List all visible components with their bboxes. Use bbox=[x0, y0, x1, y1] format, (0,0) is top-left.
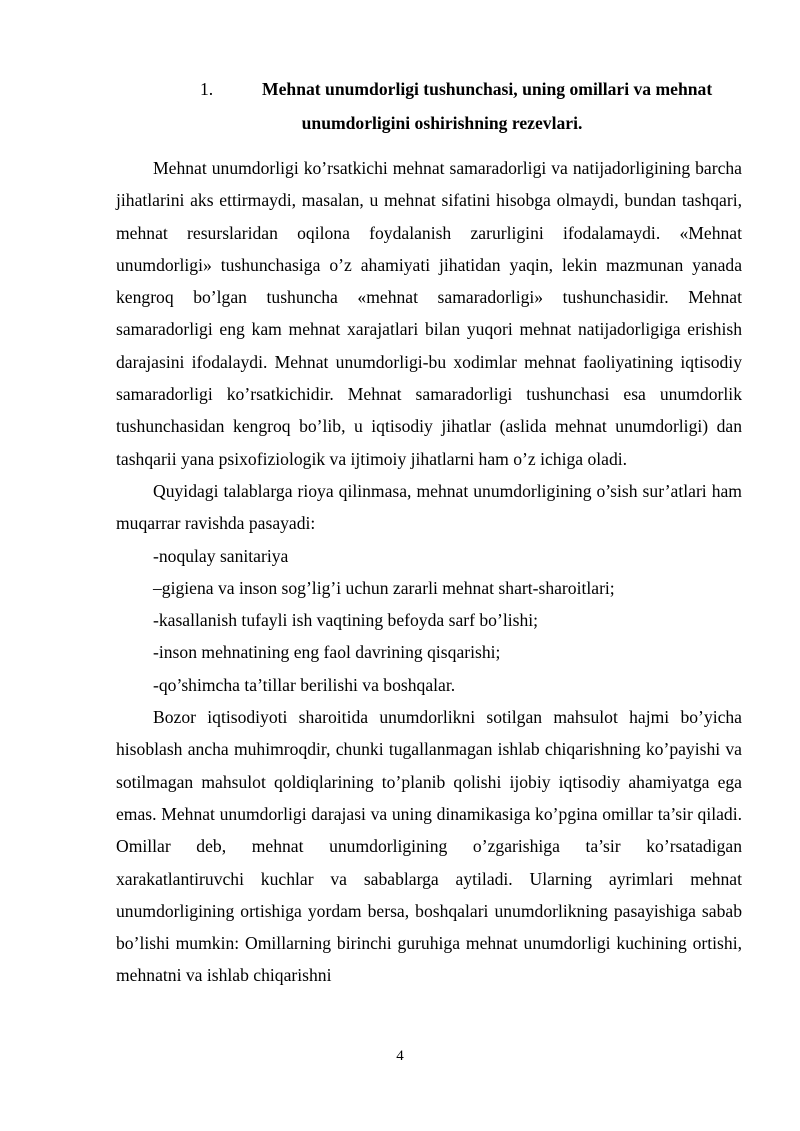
list-item: –gigiena va inson sog’lig’i uchun zararli mehnat shart-sharoitlari; bbox=[153, 577, 615, 598]
page-number: 4 bbox=[396, 1048, 404, 1064]
list-item: -qo’shimcha ta’tillar berilishi va boshqalar. bbox=[153, 674, 456, 695]
section-title-line-2: unumdorligini oshirishning rezevlari. bbox=[301, 113, 583, 133]
list-item: -noqulay sanitariya bbox=[153, 545, 289, 566]
document-page bbox=[116, 72, 742, 992]
list-item: -inson mehnatining eng faol davrining qisqarishi; bbox=[153, 642, 501, 663]
paragraph-3: Bozor iqtisodiyoti sharoitida unumdorlikni sotilgan mahsulot hajmi bo’yicha hisoblash ancha muhimroqdir, chunki tugallanmagan ishlab chiqarishning ko’payishi va sotilmagan mahsulot qoldiqlarining to’planib qolishi ijobiy iqtisodiy ahamiyatga ega emas. Mehnat unumdorligi darajasi va uning dinamikasiga ko’pgina omillar ta’sir qiladi. Omillar deb, mehnat unumdorligining o’zgarishiga ta’sir ko’rsatadigan xarakatlantiruvchi kuchlar va sabablarga aytiladi. Ularning ayrimlari mehnat unumdorligining ortishiga yordam bersa, boshqalari unumdorlikning pasayishiga sabab bo’lishi mumkin: Omillarning birinchi guruhiga mehnat unumdorligi kuchining ortishi, mehnatni va ishlab chiqarishni bbox=[116, 707, 742, 986]
section-heading bbox=[116, 72, 742, 140]
list-item: -kasallanish tufayli ish vaqtining befoyda sarf bo’lishi; bbox=[153, 610, 539, 631]
paragraph-1: Mehnat unumdorligi ko’rsatkichi mehnat samaradorligi va natijadorligining barcha jihatlarini aks ettirmaydi, masalan, u mehnat sifatini hisobga olmaydi, bundan tashqari, mehnat resurslaridan oqilona foydalanish zarurligini ifodalamaydi. «Mehnat unumdorligi» tushunchasiga o’z ahamiyati jihatidan yaqin, lekin mazmunan yanada kengroq bo’lgan tushuncha «mehnat samaradorligi» tushunchasidir. Mehnat samaradorligi eng kam mehnat xarajatlari bilan yuqori mehnat natijadorligiga erishish darajasini ifodalaydi. Mehnat unumdorligi-bu xodimlar mehnat faoliyatining iqtisodiy samaradorligi ko’rsatkichidir. Mehnat samaradorligi tushunchasi esa unumdorlik tushunchasidan kengroq bo’lib, u iqtisodiy jihatlar (aslida mehnat unumdorligi) dan tashqarii yana psixofiziologik va ijtimoiy jihatlarni ham o’z ichiga oladi. bbox=[116, 158, 742, 469]
section-title-line-1: Mehnat unumdorligi tushunchasi, uning omillari va mehnat bbox=[262, 79, 713, 99]
section-number: 1. bbox=[200, 79, 214, 99]
paragraph-2: Quyidagi talablarga rioya qilinmasa, mehnat unumdorligining o’sish sur’atlari ham muqarrar ravishda pasayadi: bbox=[116, 480, 742, 534]
